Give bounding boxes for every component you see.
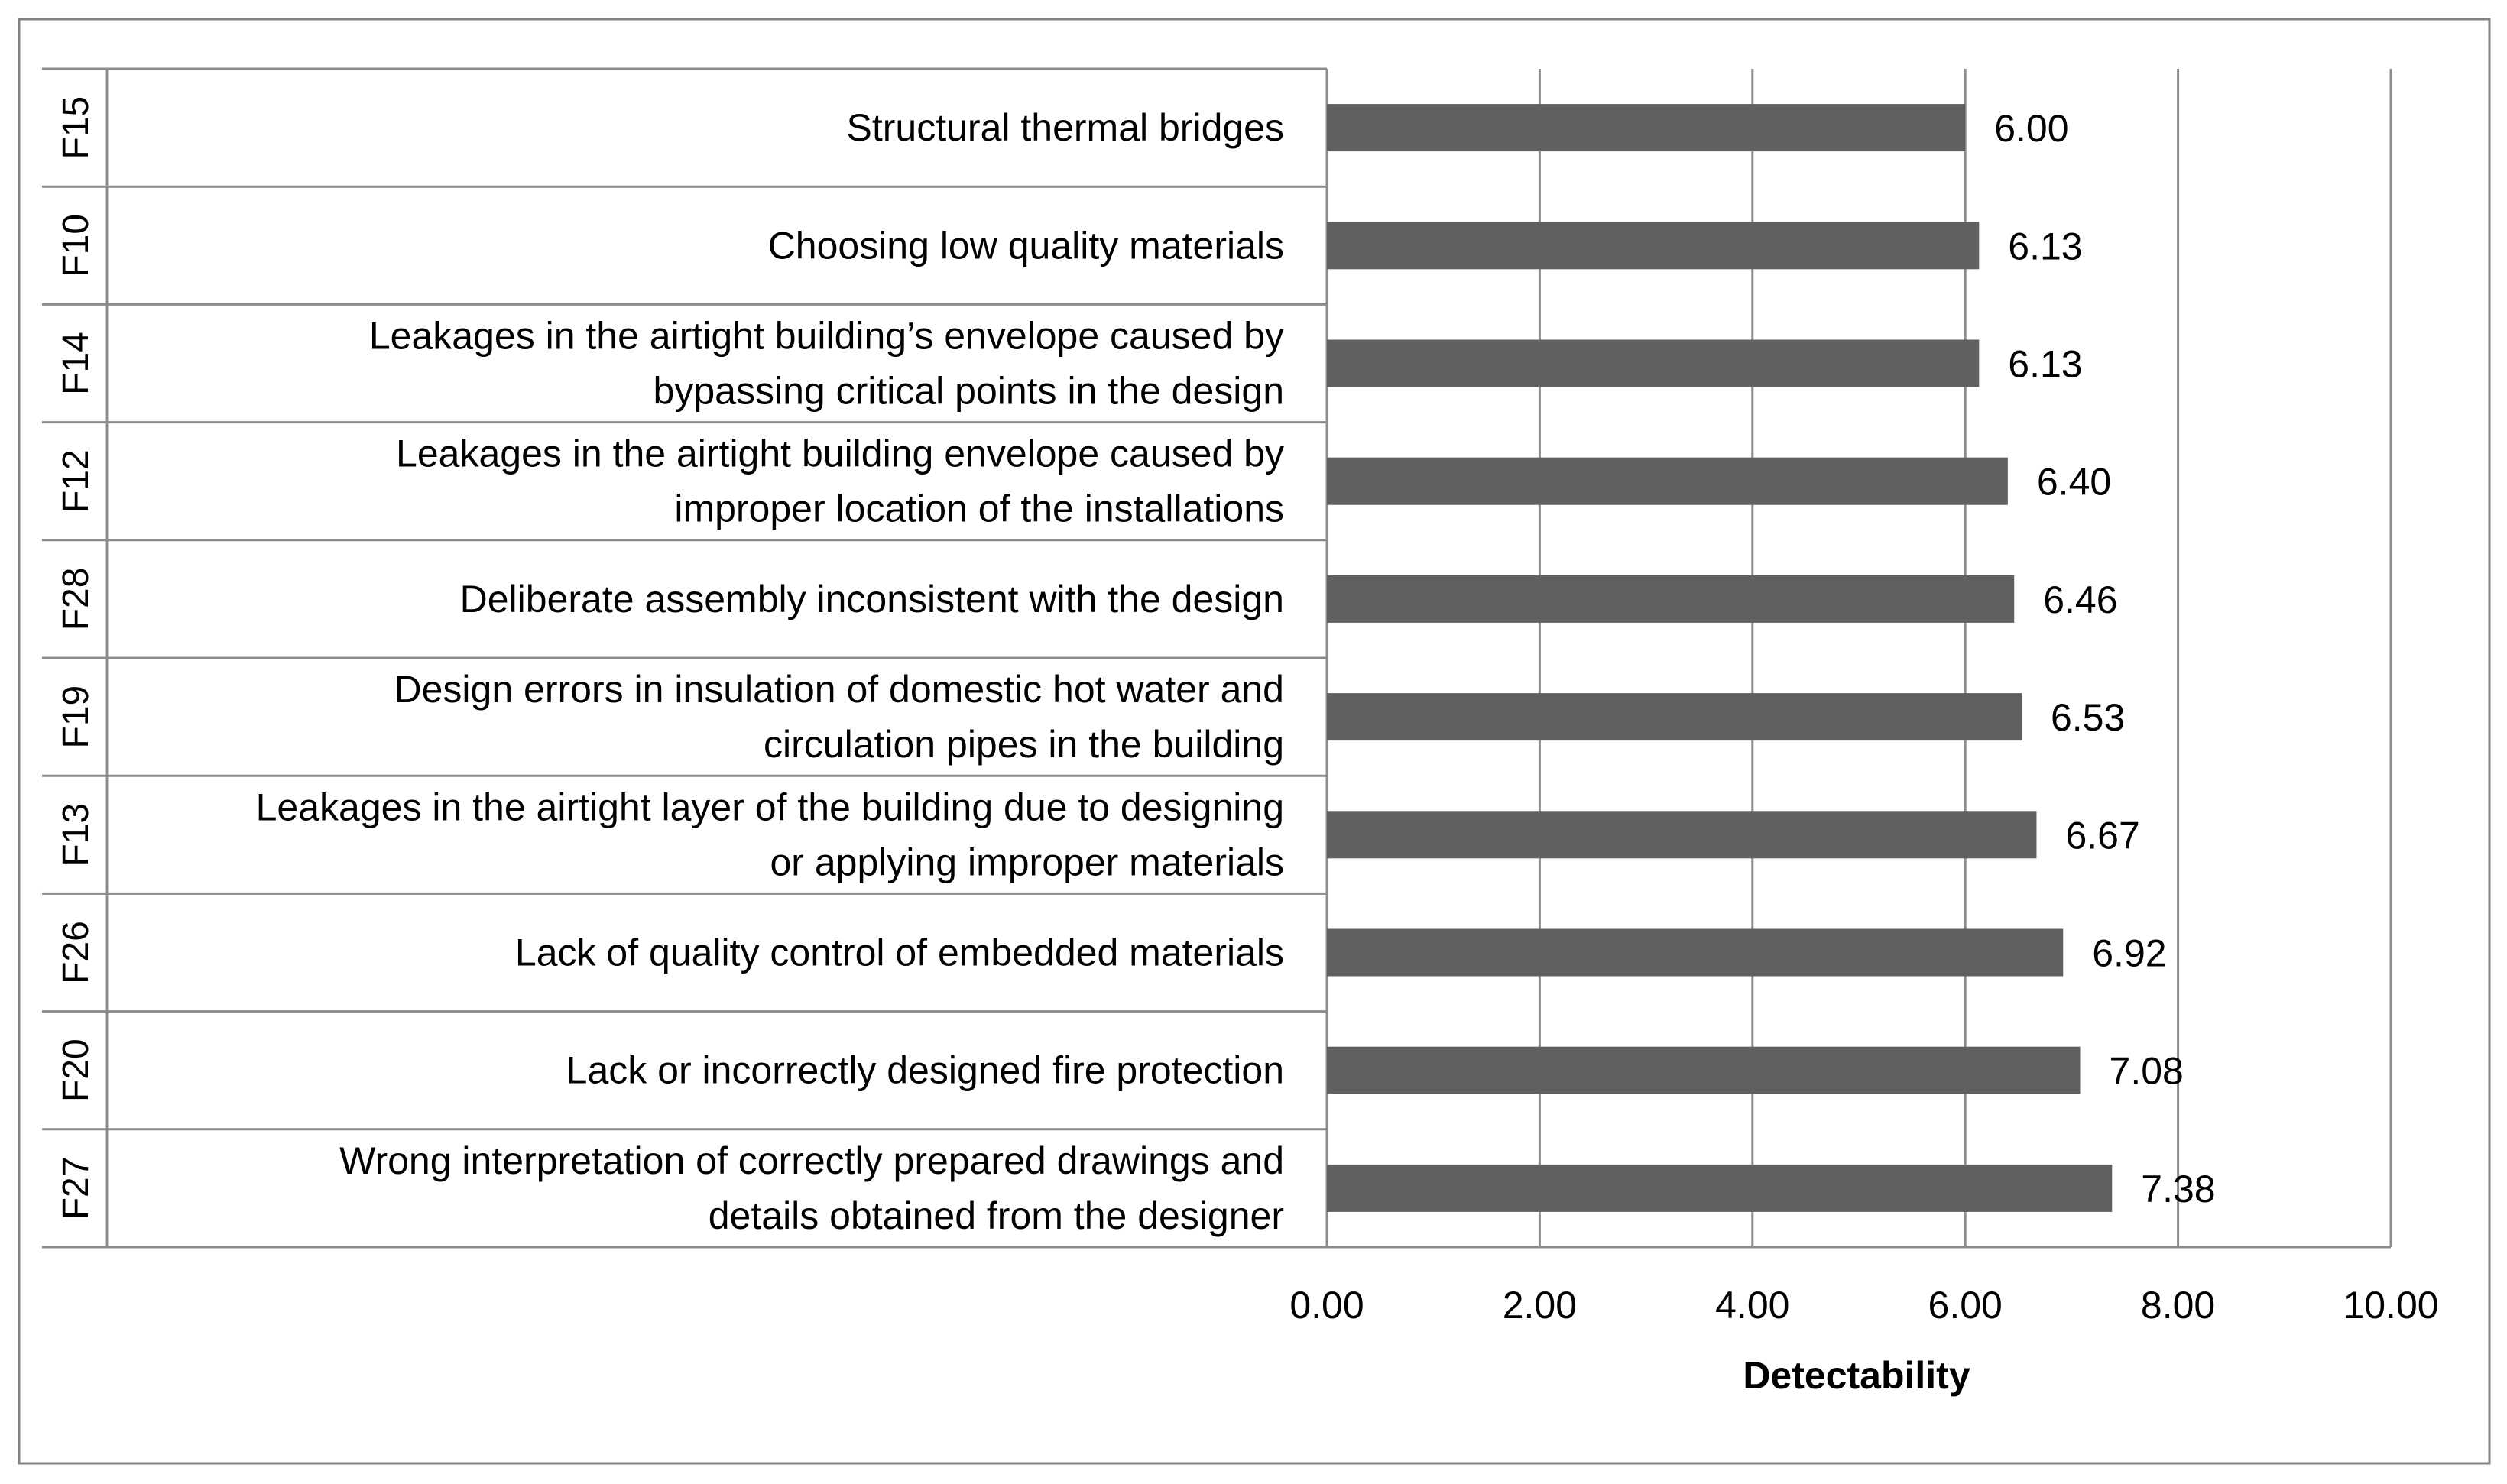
- category-label: Leakages in the airtight building’s envelope caused by: [368, 314, 1284, 358]
- bar: [1327, 929, 2063, 977]
- bar-value-label: 6.67: [2065, 814, 2140, 857]
- row-code: F15: [56, 96, 96, 160]
- row-code: F14: [56, 332, 96, 395]
- row-code: F27: [56, 1156, 96, 1220]
- bar: [1327, 104, 1965, 151]
- bar: [1327, 222, 1979, 269]
- row-code: F10: [56, 213, 96, 277]
- bar: [1327, 1047, 2081, 1094]
- bar: [1327, 575, 2014, 623]
- category-label: Structural thermal bridges: [846, 106, 1284, 150]
- x-tick-label: 8.00: [2140, 1284, 2216, 1327]
- x-axis-title: Detectability: [1743, 1354, 1970, 1397]
- category-label: bypassing critical points in the design: [653, 369, 1284, 413]
- category-label: Deliberate assembly inconsistent with the design: [459, 577, 1284, 620]
- row-code: F19: [56, 685, 96, 749]
- bar-value-label: 6.13: [2008, 225, 2083, 268]
- category-label: Lack or incorrectly designed fire protection: [566, 1048, 1284, 1092]
- category-label: circulation pipes in the building: [764, 723, 1284, 766]
- bar: [1327, 693, 2022, 740]
- bar-value-label: 6.46: [2043, 578, 2118, 621]
- bar: [1327, 1165, 2112, 1212]
- row-code: F13: [56, 802, 96, 867]
- bar-value-label: 7.38: [2141, 1167, 2216, 1210]
- category-label: Design errors in insulation of domestic hot water and: [394, 668, 1284, 711]
- bar-value-label: 6.92: [2092, 932, 2167, 975]
- category-label: Lack of quality control of embedded materials: [514, 931, 1284, 974]
- category-label: Leakages in the airtight layer of the building due to designing: [255, 786, 1284, 829]
- bar-value-label: 6.13: [2008, 342, 2083, 386]
- row-code: F12: [56, 449, 96, 514]
- category-label: improper location of the installations: [674, 487, 1284, 530]
- bar: [1327, 811, 2036, 858]
- x-tick-label: 10.00: [2343, 1284, 2439, 1327]
- bar-value-label: 6.40: [2036, 460, 2112, 504]
- category-label: Choosing low quality materials: [767, 224, 1284, 267]
- category-label: details obtained from the designer: [708, 1194, 1284, 1237]
- row-code: F26: [56, 921, 96, 984]
- category-label: or applying improper materials: [770, 841, 1284, 884]
- x-tick-label: 6.00: [1928, 1284, 2003, 1327]
- row-code: F28: [56, 567, 96, 631]
- bar-value-label: 6.00: [1994, 107, 2069, 151]
- bar: [1327, 340, 1979, 387]
- x-tick-label: 4.00: [1715, 1284, 1790, 1327]
- category-label: Wrong interpretation of correctly prepared drawings and: [339, 1139, 1284, 1182]
- row-code: F20: [56, 1038, 96, 1103]
- bar-value-label: 6.53: [2050, 696, 2126, 740]
- x-tick-label: 2.00: [1502, 1284, 1578, 1327]
- x-tick-label: 0.00: [1289, 1284, 1364, 1327]
- bar: [1327, 458, 2008, 505]
- bar-value-label: 7.08: [2109, 1049, 2184, 1093]
- category-label: Leakages in the airtight building envelope caused by: [396, 432, 1284, 475]
